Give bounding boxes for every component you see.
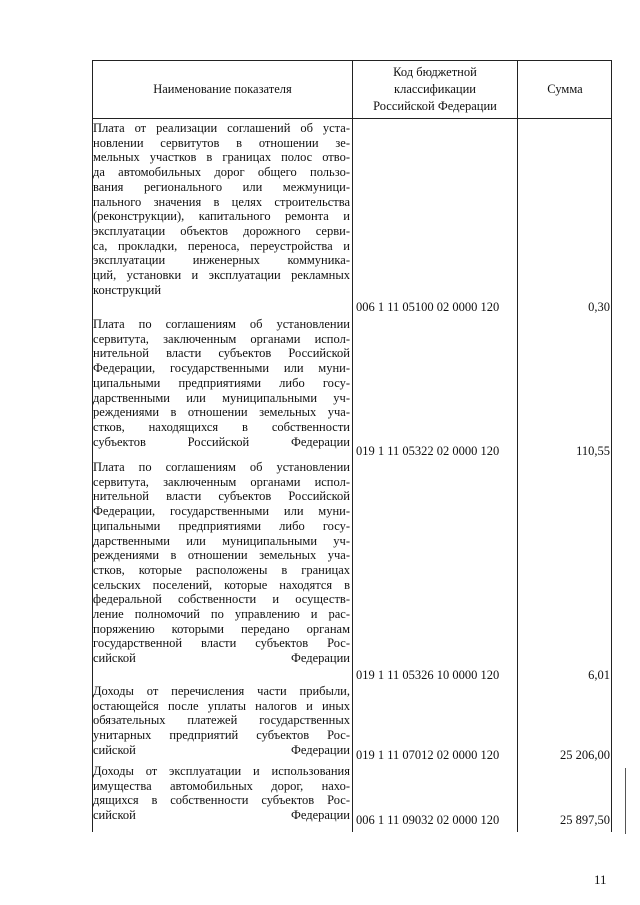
row-4-code: 019 1 11 07012 02 0000 120 (356, 748, 500, 762)
row-2-description: Плата по соглашениям об установлении сервитута, заключенным органами испол- нительной власти субъектов Российской Федерации, государственными или муни- ципальными предприятиями либо госу- дарственными или муниципальными уч- реждениями в отношении земельных уча- стков, находящихся в собственности субъектов Российской Федерации (93, 317, 350, 449)
row-3-sum: 6,01 (588, 668, 610, 682)
row-5-description: Доходы от эксплуатации и использования имущества автомобильных дорог, нахо- дящихся в собственности субъектов Рос- сийской Федерации (93, 764, 350, 823)
row-1-sum: 0,30 (588, 300, 610, 314)
header-name: Наименование показателя (153, 81, 292, 96)
row-1-code: 006 1 11 05100 02 0000 120 (356, 300, 500, 314)
header-code: Код бюджетной классификации Российской Федерации (373, 64, 497, 113)
scan-edge-mark (625, 768, 626, 834)
row-3-code: 019 1 11 05326 10 0000 120 (356, 668, 500, 682)
header-sum: Сумма (547, 81, 583, 96)
row-2-code: 019 1 11 05322 02 0000 120 (356, 444, 500, 458)
table-right-border (611, 60, 612, 832)
column-divider-name-code (352, 60, 353, 832)
row-3-description: Плата по соглашениям об установлении сервитута, заключенным органами испол- нительной власти субъектов Российской Федерации, государственными или муни- ципальными предприятиями либо госу- дарственными или муниципальными уч- реждениями в отношении земельных уча- стков, которые расположены в границах сельских поселений, которые находятся в федеральной собственности и осуществ- ление полномочий по управлению и рас- поряжению которыми передано органам государственной власти субъектов Рос- сийской Федерации (93, 460, 350, 666)
page-number: 11 (594, 872, 607, 887)
row-5-code: 006 1 11 09032 02 0000 120 (356, 813, 500, 827)
budget-table (92, 60, 612, 832)
row-4-sum: 25 206,00 (560, 748, 610, 762)
row-1-description: Плата от реализации соглашений об уста- новлении сервитутов в отношении зе- мельных участков в границах полос отво- да автомобильных дорог общего пользо- вания регионального или межмуници- пального значения в целях строительства (реконструкции), капитального ремонта и эксплуатации объектов дорожного серви- са, прокладки, переноса, переустройства и эксплуатации инженерных коммуника- ций, установки и эксплуатации рекламных конструкций (93, 121, 350, 297)
row-5-sum: 25 897,50 (560, 813, 610, 827)
row-4-description: Доходы от перечисления части прибыли, остающейся после уплаты налогов и иных обязательных платежей государственных унитарных предприятий субъектов Рос- сийской Федерации (93, 684, 350, 757)
row-2-sum: 110,55 (576, 444, 610, 458)
